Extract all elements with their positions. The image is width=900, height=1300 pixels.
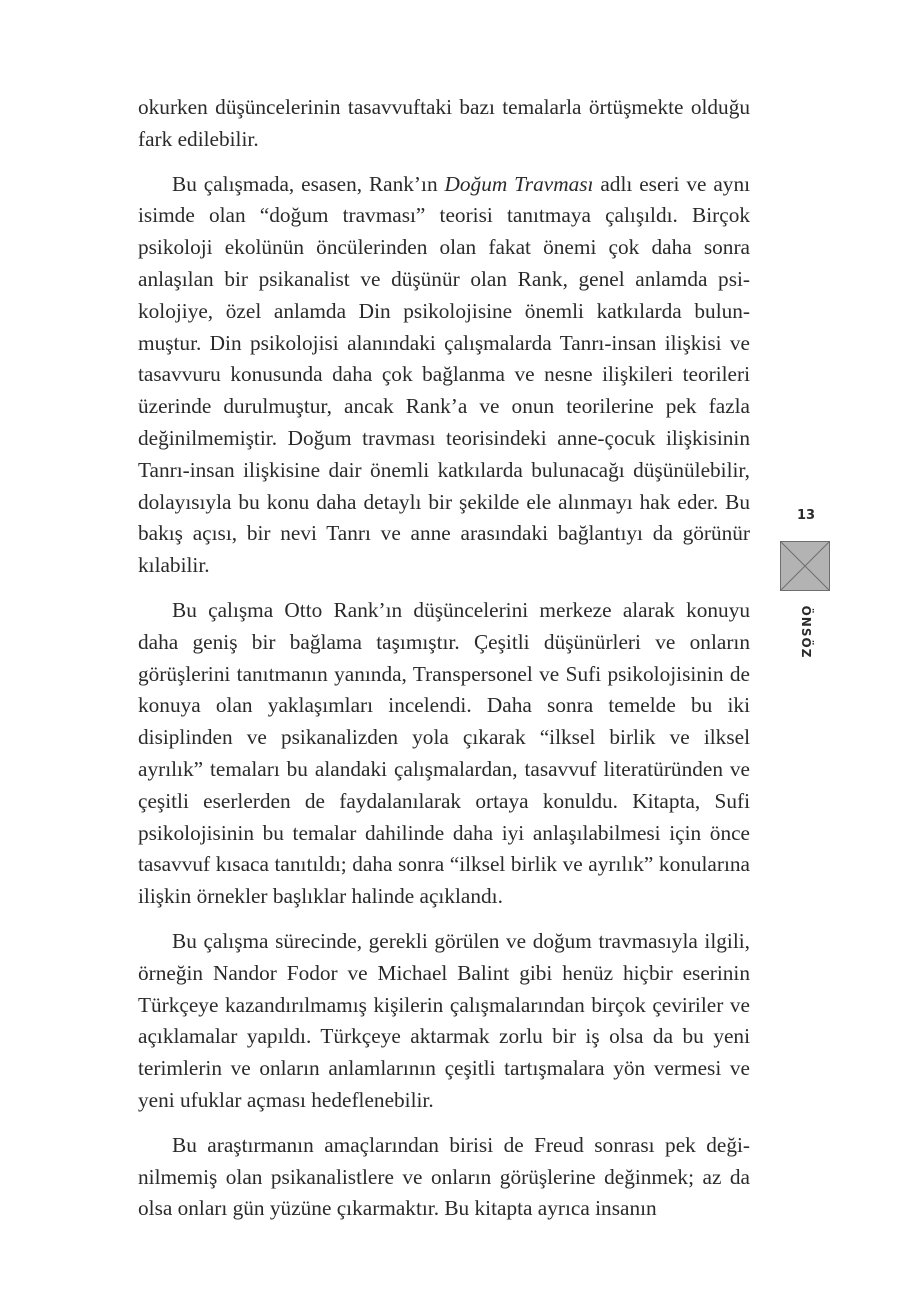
book-title-italic: Doğum Travması [444, 171, 594, 196]
page-number: 13 [796, 508, 816, 523]
page-side-marker [780, 505, 832, 591]
section-label [799, 602, 813, 662]
paragraph-2-rest: adlı eseri ve aynı isimde olan “doğum travması” teorisi tanıtmaya çalışıldı. Birçok psikoloji ekolünün öncülerinden olan fakat önemi çok daha sonra anlaşılan bir psikanalist ve düşünür olan Rank, genel anlamda psikolojiye, özel anlamda Din psikolojisine önemli katkılarda bulunmuştur. Din psikolojisi alanındaki çalışmalarda Tanrı-insan ilişkisi ve tasavvuru konusunda daha çok bağlanma ve nesne ilişkileri teorileri üzerinde durulmuştur, ancak Rank’a ve onun teorilerine pek fazla değinilmemiştir. Doğum travması teorisindeki anne-çocuk ilişkisinin Tanrı-insan ilişkisine dair önemli katkılarda bulunacağı düşünülebilir, dolayısıyla bu konu daha detaylı bir şekilde ele alınmayı hak eder. Bu bakış açısı, bir nevi Tanrı ve anne arasındaki bağlantıyı da görünür kılabilir. [138, 171, 751, 578]
section-label-text: ÖNSÖZ [799, 605, 813, 659]
body-text [138, 92, 750, 1238]
paragraph-1: okurken düşüncelerinin tasavvuftaki bazı temalarla örtüşmekte olduğu fark edilebilir. [138, 95, 750, 151]
paragraph-2-start: Bu çalışmada, esasen, Rank’ın [172, 171, 445, 196]
paragraph-5: Bu araştırmanın amaçlarından birisi de Freud sonrası pek değinilmemiş olan psikanalistlere ve onların görüşlerine değinmek; az da olsa onları gün yüzüne çıkarmaktır. Bu kitapta ayrıca insanın [138, 1132, 750, 1221]
paragraph-2 [138, 169, 750, 582]
crossed-box-icon [780, 541, 830, 591]
paragraph-3: Bu çalışma Otto Rank’ın düşüncelerini merkeze alarak konuyu daha geniş bir bağlama taşımıştır. Çeşitli düşünürleri ve onların görüşlerini tanıtmanın yanında, Transpersonel ve Sufi psikolojisinin de konuya olan yaklaşımları incelendi. Daha sonra temelde bu iki disiplinden ve psikanalizden yola çıkarak “ilksel birlik ve ilksel ayrılık” temaları bu alandaki çalışmalardan, tasavvuf literatüründen ve çeşitli eserlerden de faydalanılarak ortaya konuldu. Kitapta, Sufi psikolojisinin bu temalar dahilinde daha iyi anlaşılabilmesi için önce tasavvuf kısaca tanıtıldı; daha sonra “ilksel birlik ve ayrılık” konularına ilişkin örnekler başlıklar halinde açıklandı. [138, 597, 750, 909]
paragraph-4: Bu çalışma sürecinde, gerekli görülen ve doğum travmasıyla ilgili, örneğin Nandor Fodor ve Michael Balint gibi henüz hiçbir eserinin Türkçeye kazandırılmamış kişilerin çalışmalarından birçok çeviriler ve açıklamalar yapıldı. Türkçeye aktarmak zorlu bir iş olsa da bu yeni terimlerin ve onların anlamlarının çeşitli tartışmalara yön vermesi ve yeni ufuklar açması hedeflenebilir. [138, 928, 750, 1112]
